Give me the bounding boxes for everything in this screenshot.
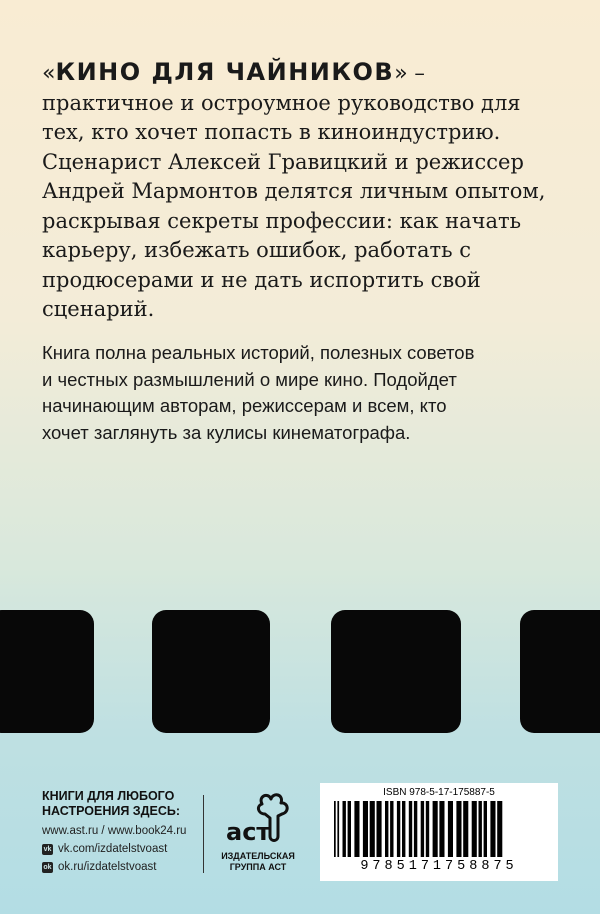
barcode-bar [354, 801, 359, 857]
isbn-barcode-box [320, 783, 558, 881]
footer-heading: КНИГИ ДЛЯ ЛЮБОГО НАСТРОЕНИЯ ЗДЕСЬ: [42, 789, 181, 818]
ok-link[interactable]: ok.ru/izdatelstvoast [58, 861, 157, 873]
blurb-text: – практичное и остроумное руководство для тех, кто хочет попасть в киноиндустрию. Сценарист Алексей Гравицкий и режиссер Андрей Мармонтов делятся личным опытом, раскрывая секреты профессии: как начать карьеру, избежать ошибок, работать с продюсерами и не дать испортить свой сценарий. [42, 61, 546, 321]
film-frame-2 [152, 610, 270, 733]
barcode-bar [343, 801, 346, 857]
barcode-bar [334, 801, 336, 857]
barcode-bar [479, 801, 482, 857]
barcode-bar [402, 801, 405, 857]
barcode-bar [439, 801, 444, 857]
barcode-bar [337, 801, 339, 857]
barcode-bar [484, 801, 487, 857]
vk-icon: vk [43, 845, 52, 853]
open-quote: « [42, 61, 56, 86]
film-frame-4 [520, 610, 600, 733]
site-link[interactable]: www.ast.ru / www.book24.ru [42, 825, 187, 837]
publisher-caption: ИЗДАТЕЛЬСКАЯ ГРУППА АСТ [221, 851, 295, 872]
isbn-digits: 9785171758875 [360, 859, 518, 874]
barcode-bar [370, 801, 375, 857]
second-paragraph: Книга полна реальных историй, полезных советов и честных размышлений о мире кино. Подойдет начинающим авторам, режиссерам и всем, кто хочет заглянуть за кулисы кинематографа. [42, 342, 475, 443]
film-frame-1 [0, 610, 94, 733]
barcode-bar [426, 801, 429, 857]
barcode-bar [385, 801, 388, 857]
close-quote: » [394, 61, 408, 86]
barcode-bar [421, 801, 424, 857]
barcode-bar [433, 801, 438, 857]
blurb-paragraph [42, 58, 562, 325]
ok-icon: ok [43, 863, 52, 871]
isbn-label: ISBN 978-5-17-175887-5 [383, 787, 495, 798]
barcode-bar [409, 801, 412, 857]
footer-links [42, 822, 186, 876]
barcode-bar [390, 801, 393, 857]
ok-link-row[interactable] [42, 858, 186, 876]
barcode-bar [363, 801, 368, 857]
vk-link[interactable]: vk.com/izdatelstvoast [58, 843, 168, 855]
barcode-bar [490, 801, 495, 857]
barcode-bar [456, 801, 461, 857]
barcode-bar [472, 801, 477, 857]
site-link-row[interactable] [42, 822, 186, 840]
barcode-bar [414, 801, 417, 857]
film-frame-3 [331, 610, 461, 733]
barcode-bar [348, 801, 351, 857]
footer-divider [203, 795, 204, 873]
barcode-bar [377, 801, 382, 857]
vk-link-row[interactable] [42, 840, 186, 858]
barcode-bar [397, 801, 400, 857]
barcode-bar [497, 801, 502, 857]
barcode-bar [463, 801, 468, 857]
publisher-logo-text: аст [226, 818, 271, 846]
book-title: КИНО ДЛЯ ЧАЙНИКОВ [55, 58, 395, 86]
barcode-bar [448, 801, 453, 857]
barcode [332, 801, 546, 857]
